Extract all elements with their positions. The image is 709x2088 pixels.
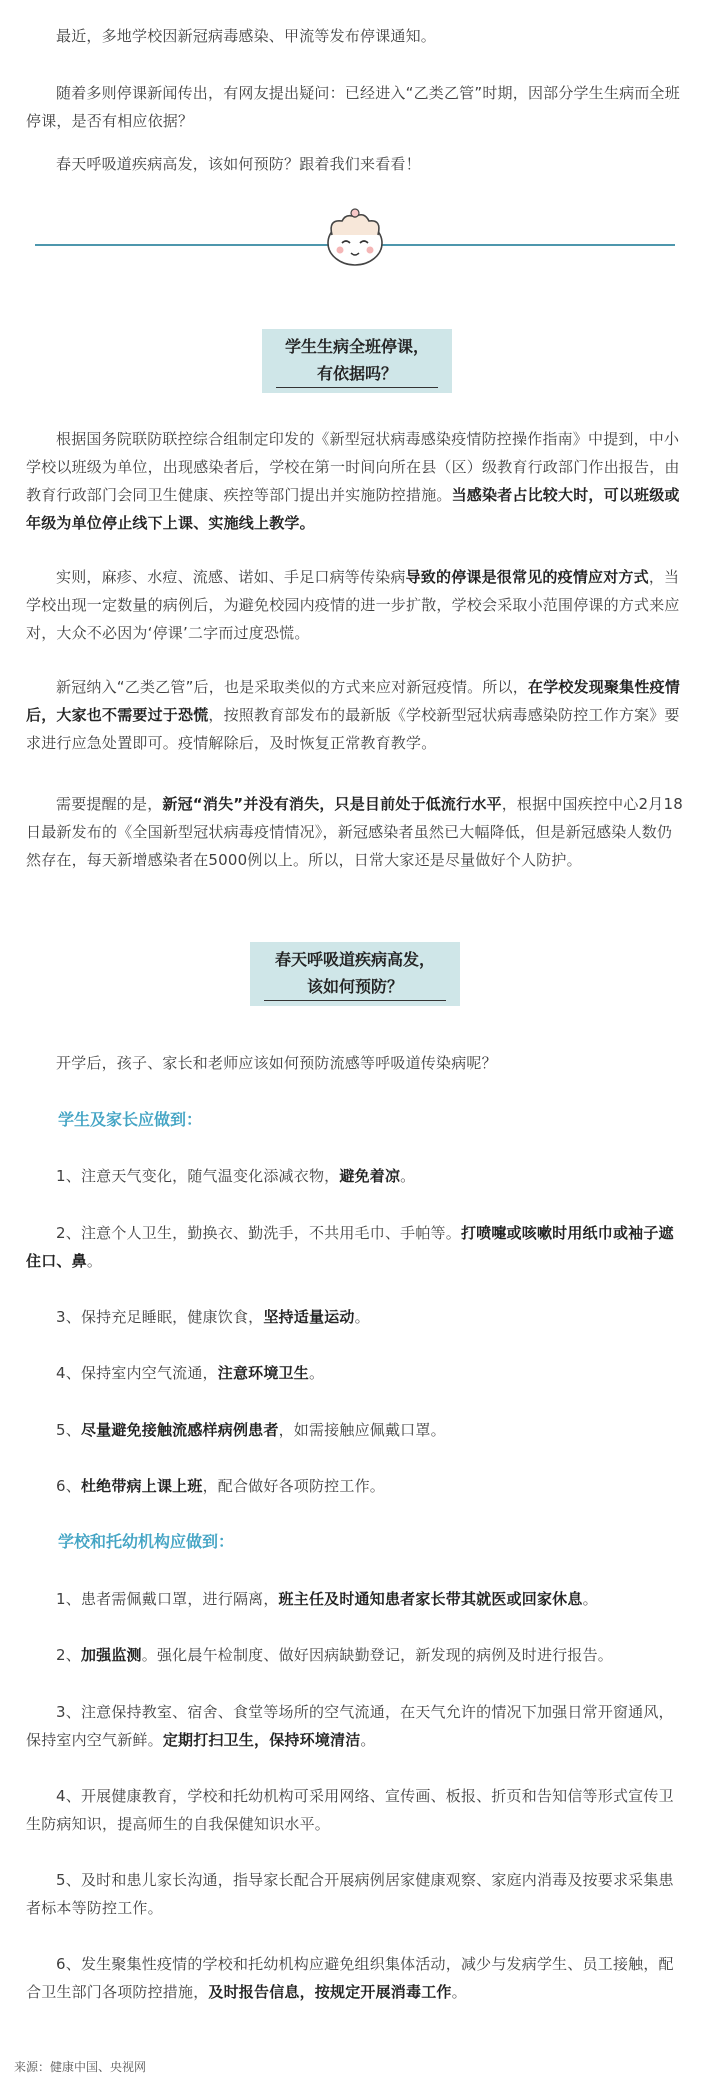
text-run: 。 bbox=[400, 1167, 416, 1185]
text-run-bold: 加强监测 bbox=[80, 1646, 142, 1664]
schools-item-5: 5、及时和患儿家长沟通，指导家长配合开展病例居家健康观察、家庭内消毒及按要求采集患者标本等防控工作。 bbox=[26, 1871, 674, 1917]
intro-paragraph-1: 最近，多地学校因新冠病毒感染、甲流等发布停课通知。 bbox=[56, 27, 437, 45]
text-run: 实则，麻疹、水痘、流感、诺如、手足口病等传染病 bbox=[56, 568, 406, 586]
section-1-heading bbox=[262, 329, 452, 393]
section-2-title-line-1: 春天呼吸道疾病高发， bbox=[274, 950, 435, 969]
text-run-bold: 当感染者占比较大时，可以班级或年级为单位停止线下上课、实施线上教学。 bbox=[26, 486, 680, 532]
text-run-bold: 杜绝带病上课上班 bbox=[80, 1477, 203, 1495]
section-1-title-line-2: 有依据吗？ bbox=[316, 364, 397, 383]
section-2-lead: 开学后，孩子、家长和老师应该如何预防流感等呼吸道传染病呢？ bbox=[56, 1054, 497, 1072]
text-run: 新冠纳入“乙类乙管”后，也是采取类似的方式来应对新冠疫情。所以， bbox=[56, 678, 528, 696]
text-run: 。 bbox=[582, 1590, 598, 1608]
text-run: ，配合做好各项防控工作。 bbox=[202, 1477, 385, 1495]
text-run: 。强化晨午检制度、做好因病缺勤登记，新发现的病例及时进行报告。 bbox=[141, 1646, 613, 1664]
students-item-4 bbox=[26, 1359, 686, 1387]
text-run-bold: 尽量避免接触流感样病例患者 bbox=[80, 1421, 279, 1439]
section-2-heading bbox=[250, 942, 460, 1006]
text-run: 根据国务院联防联控综合组制定印发的《新型冠状病毒感染疫情防控操作指南》中提到，中小学校以班级为单位，出现感染者后，学校在第一时间向所在县（区）级教育行政部门作出报告，由教育行政部门会同卫生健康、疾控等部门提出并实施防控措施。 bbox=[26, 430, 680, 504]
text-run: ，如需接触应佩戴口罩。 bbox=[278, 1421, 446, 1439]
schools-item-1 bbox=[26, 1585, 686, 1613]
text-run-bold: 打喷嚏或咳嗽时用纸巾或袖子遮住口、鼻 bbox=[26, 1224, 674, 1270]
text-run-bold: 注意环境卫生 bbox=[217, 1364, 309, 1382]
text-run: 2、注意个人卫生，勤换衣、勤洗手，不共用毛巾、手帕等。 bbox=[56, 1224, 461, 1242]
text-run: ，根据中国疾控中心2月18日最新发布的《全国新型冠状病毒疫情情况》，新冠感染者虽然已大幅降低，但是新冠感染人数仍然存在，每天新增感染者在5000例以上。所以，日常大家还是尽量做好个人防护。 bbox=[26, 795, 683, 869]
students-item-2 bbox=[26, 1219, 686, 1275]
students-item-5 bbox=[26, 1416, 686, 1444]
text-run: 1、患者需佩戴口罩，进行隔离， bbox=[56, 1590, 279, 1608]
text-run-bold: 班主任及时通知患者家长带其就医或回家休息 bbox=[278, 1590, 583, 1608]
text-run: 需要提醒的是， bbox=[56, 795, 163, 813]
section-2-title-line-2: 该如何预防？ bbox=[306, 977, 403, 996]
source-credit: 来源：健康中国、央视网 bbox=[14, 2060, 147, 2074]
text-run-bold: 导致的停课是很常见的疫情应对方式 bbox=[405, 568, 649, 586]
section-1-paragraph-2 bbox=[26, 563, 686, 647]
section-1-paragraph-4 bbox=[26, 790, 686, 874]
students-item-6 bbox=[26, 1472, 686, 1500]
text-run: 。 bbox=[451, 1983, 467, 2001]
students-item-1 bbox=[26, 1162, 686, 1190]
intro-paragraph-3: 春天呼吸道疾病高发，该如何预防？跟着我们来看看！ bbox=[56, 155, 421, 173]
schools-item-2 bbox=[26, 1641, 686, 1669]
section-2-title-underline bbox=[264, 1000, 446, 1001]
intro-paragraph-2: 随着多则停课新闻传出，有网友提出疑问：已经进入“乙类乙管”时期，因部分学生生病而全班停课，是否有相应依据？ bbox=[26, 84, 680, 130]
text-run: ，按照教育部发布的最新版《学校新型冠状病毒感染防控工作方案》要求进行应急处置即可。疫情解除后，及时恢复正常教育教学。 bbox=[26, 706, 680, 752]
text-run: 6、 bbox=[56, 1477, 81, 1495]
text-run-bold: 坚持适量运动 bbox=[263, 1308, 355, 1326]
text-run-bold: 新冠“消失”并没有消失，只是目前处于低流行水平 bbox=[162, 795, 502, 813]
text-run: ，当学校出现一定数量的病例后，为避免校园内疫情的进一步扩散，学校会采取小范围停课的方式来应对，大众不必因为‘停课’二字而过度恐慌。 bbox=[26, 568, 680, 642]
text-run: 。 bbox=[360, 1731, 376, 1749]
text-run: 。 bbox=[86, 1252, 103, 1270]
text-run: 6、发生聚集性疫情的学校和托幼机构应避免组织集体活动，减少与发病学生、员工接触，配合卫生部门各项防控措施， bbox=[26, 1955, 674, 2001]
section-1-title-underline bbox=[276, 387, 438, 388]
text-run-bold: 避免着凉 bbox=[339, 1167, 401, 1185]
text-run: 1、注意天气变化，随气温变化添减衣物， bbox=[56, 1167, 340, 1185]
schools-item-3 bbox=[26, 1698, 686, 1754]
section-1-paragraph-1 bbox=[26, 425, 686, 537]
text-run-bold: 及时报告信息，按规定开展消毒工作 bbox=[208, 1983, 452, 2001]
text-run: 5、 bbox=[56, 1421, 81, 1439]
section-1-paragraph-3 bbox=[26, 673, 686, 757]
schools-heading: 学校和托幼机构应做到： bbox=[58, 1532, 235, 1551]
schools-item-4: 4、开展健康教育，学校和托幼机构可采用网络、宣传画、板报、折页和告知信等形式宣传卫生防病知识，提高师生的自我保健知识水平。 bbox=[26, 1787, 674, 1833]
students-heading: 学生及家长应做到： bbox=[58, 1110, 203, 1129]
text-run: 3、注意保持教室、宿舍、食堂等场所的空气流通，在天气允许的情况下加强日常开窗通风，保持室内空气新鲜。 bbox=[26, 1703, 674, 1749]
text-run: 3、保持充足睡眠，健康饮食， bbox=[56, 1308, 264, 1326]
mascot-icon bbox=[322, 205, 388, 271]
text-run: 2、 bbox=[56, 1646, 81, 1664]
text-run: 。 bbox=[308, 1364, 325, 1382]
schools-item-6 bbox=[26, 1950, 686, 2006]
students-item-3 bbox=[26, 1303, 686, 1331]
text-run-bold: 定期打扫卫生，保持环境清洁 bbox=[162, 1731, 361, 1749]
text-run: 。 bbox=[354, 1308, 370, 1326]
text-run: 4、保持室内空气流通， bbox=[56, 1364, 218, 1382]
text-run-bold: 在学校发现聚集性疫情后，大家也不需要过于恐慌 bbox=[26, 678, 680, 724]
section-1-title-line-1: 学生生病全班停课， bbox=[284, 337, 429, 356]
